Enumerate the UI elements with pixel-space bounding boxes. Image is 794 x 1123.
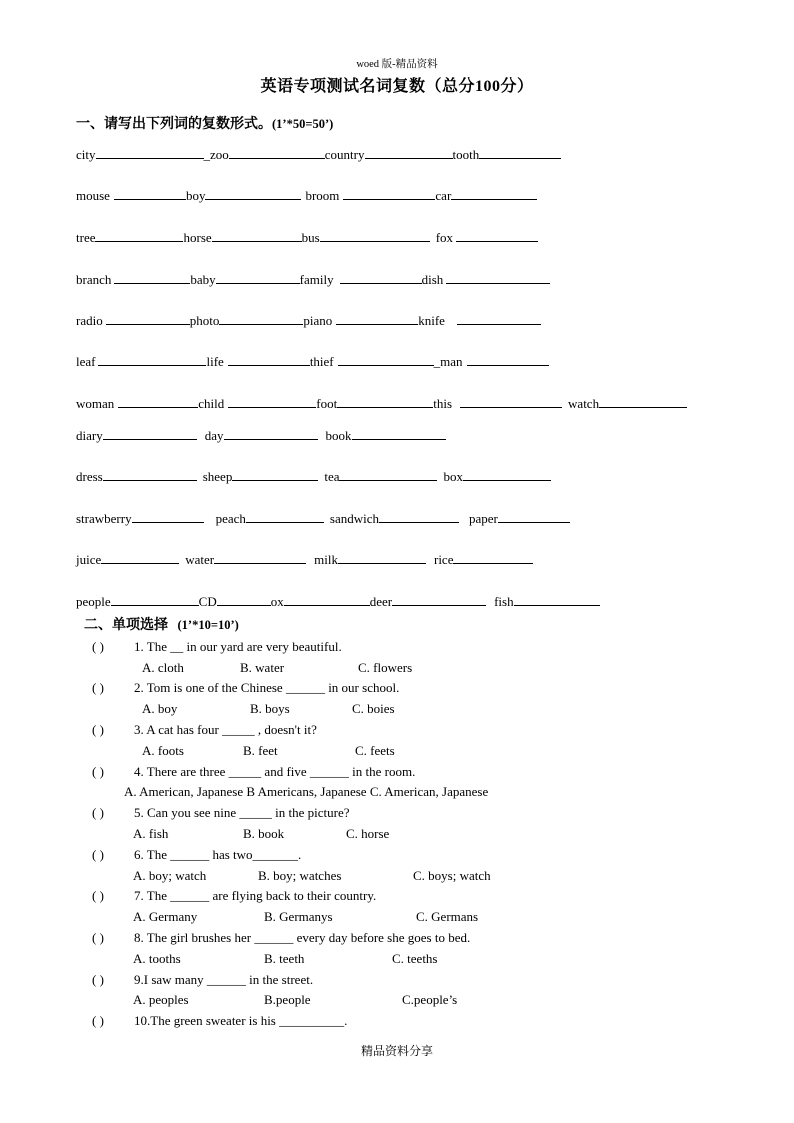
answer-blank[interactable]: [205, 186, 301, 200]
answer-blank[interactable]: [479, 145, 561, 159]
word: tree: [76, 230, 96, 245]
word-row-5: [76, 311, 541, 329]
answer-blank[interactable]: [111, 592, 199, 606]
answer-blank[interactable]: [340, 270, 422, 284]
question-8: 8. The girl brushes her ______ every day before she goes to bed.: [134, 930, 471, 945]
word: diary: [76, 428, 103, 443]
options-line: A. American, Japanese B Americans, Japanese C. American, Japanese: [124, 784, 489, 799]
question-6: 6. The ______ has two_______.: [134, 847, 302, 862]
section2-heading: [84, 614, 239, 634]
answer-blank[interactable]: [599, 394, 687, 408]
option-c: C. boies: [352, 701, 395, 716]
answer-paren[interactable]: ( ): [92, 805, 104, 820]
word: bus: [301, 230, 320, 245]
word: life: [206, 354, 224, 369]
answer-paren[interactable]: ( ): [92, 972, 104, 987]
answer-blank[interactable]: [343, 186, 435, 200]
option-b: B. Germanys: [264, 909, 333, 924]
question-2: 2. Tom is one of the Chinese ______ in our school.: [134, 680, 400, 695]
word: rice: [433, 552, 454, 567]
word-row-12: [76, 592, 600, 610]
page-title: 英语专项测试名词复数（总分100分）: [260, 78, 534, 95]
word-row-11: [76, 550, 533, 568]
word: milk: [314, 552, 338, 567]
option-b: B. book: [243, 826, 285, 841]
option-a: A. fish: [133, 826, 169, 841]
word-row-7: [76, 394, 687, 412]
answer-blank[interactable]: [365, 145, 453, 159]
word: radio: [76, 313, 103, 328]
word: book: [325, 428, 352, 443]
word: leaf: [76, 354, 96, 369]
word: water: [185, 552, 215, 567]
answer-blank[interactable]: [451, 186, 537, 200]
answer-blank[interactable]: [212, 228, 302, 242]
option-a: A. boy: [142, 701, 178, 716]
question-3: 3. A cat has four _____ , doesn't it?: [134, 722, 317, 737]
word: car: [435, 188, 452, 203]
answer-paren[interactable]: ( ): [92, 764, 104, 779]
option-c: C. Germans: [416, 909, 479, 924]
answer-blank[interactable]: [229, 145, 325, 159]
word: sandwich: [329, 511, 380, 526]
answer-blank[interactable]: [338, 352, 434, 366]
answer-blank[interactable]: [336, 311, 418, 325]
word: city: [76, 147, 96, 162]
answer-blank[interactable]: [114, 270, 190, 284]
answer-blank[interactable]: [498, 509, 570, 523]
option-c: C. flowers: [358, 660, 413, 675]
answer-paren[interactable]: ( ): [92, 930, 104, 945]
word: branch: [76, 272, 112, 287]
word: dish: [421, 272, 444, 287]
word: day: [204, 428, 224, 443]
section2-label: 二、单项选择: [84, 618, 168, 633]
option-b: B. feet: [243, 743, 278, 758]
answer-blank[interactable]: [103, 426, 197, 440]
option-c: C. boys; watch: [413, 868, 491, 883]
word: people: [76, 594, 111, 609]
option-a: A. cloth: [142, 660, 184, 675]
answer-blank[interactable]: [224, 426, 318, 440]
word: mouse: [76, 188, 110, 203]
answer-blank[interactable]: [284, 592, 370, 606]
answer-paren[interactable]: ( ): [92, 639, 104, 654]
section2-points: (1’*10=10’): [177, 618, 239, 632]
question-7: 7. The ______ are flying back to their country.: [134, 888, 377, 903]
word: horse: [183, 230, 212, 245]
answer-blank[interactable]: [219, 311, 303, 325]
answer-blank[interactable]: [118, 394, 198, 408]
option-a: A. foots: [142, 743, 184, 758]
answer-blank[interactable]: [467, 352, 549, 366]
word: country: [324, 147, 365, 162]
question-1: 1. The __ in our yard are very beautiful.: [134, 639, 342, 654]
word: dress: [76, 469, 103, 484]
answer-blank[interactable]: [337, 394, 433, 408]
answer-blank[interactable]: [214, 550, 306, 564]
word-row-4: [76, 270, 550, 288]
option-b: B. teeth: [264, 951, 305, 966]
word: peach: [215, 511, 246, 526]
word: strawberry: [76, 511, 132, 526]
answer-blank[interactable]: [514, 592, 600, 606]
answer-blank[interactable]: [320, 228, 430, 242]
answer-blank[interactable]: [379, 509, 459, 523]
answer-blank[interactable]: [96, 145, 204, 159]
word-row-9: [76, 467, 551, 485]
answer-blank[interactable]: [352, 426, 446, 440]
word: photo: [189, 313, 220, 328]
word: tea: [324, 469, 340, 484]
word: paper: [469, 511, 498, 526]
answer-blank[interactable]: [216, 270, 300, 284]
answer-paren[interactable]: ( ): [92, 847, 104, 862]
word-row-8: [76, 426, 446, 444]
answer-paren[interactable]: ( ): [92, 680, 104, 695]
answer-blank[interactable]: [232, 467, 318, 481]
word: foot: [316, 396, 338, 411]
answer-blank[interactable]: [98, 352, 206, 366]
word-row-2: [76, 186, 537, 204]
option-a: A. tooths: [133, 951, 181, 966]
answer-blank[interactable]: [114, 186, 186, 200]
word: broom: [305, 188, 340, 203]
answer-blank[interactable]: [338, 550, 426, 564]
answer-blank[interactable]: [392, 592, 486, 606]
word: sheep: [202, 469, 233, 484]
option-b: B. boy; watches: [258, 868, 342, 883]
option-c: C. feets: [355, 743, 395, 758]
answer-blank[interactable]: [132, 509, 204, 523]
word: tooth: [452, 147, 480, 162]
footer: 精品资料分享: [360, 1044, 433, 1058]
answer-blank[interactable]: [101, 550, 179, 564]
answer-blank[interactable]: [95, 228, 183, 242]
word: box: [443, 469, 463, 484]
word: deer: [369, 594, 393, 609]
option-a: A. Germany: [133, 909, 198, 924]
answer-blank[interactable]: [463, 467, 551, 481]
section1-heading: [76, 113, 333, 133]
answer-blank[interactable]: [103, 467, 197, 481]
option-c: C.people’s: [402, 992, 458, 1007]
section1-points: (1’*50=50’): [272, 117, 334, 131]
word: ox: [270, 594, 284, 609]
word: watch: [568, 396, 600, 411]
option-c: C. horse: [346, 826, 390, 841]
answer-blank[interactable]: [217, 592, 271, 606]
question-5: 5. Can you see nine _____ in the picture?: [134, 805, 350, 820]
word: knife: [418, 313, 445, 328]
option-a: A. peoples: [133, 992, 189, 1007]
answer-blank[interactable]: [460, 394, 562, 408]
word: fox: [435, 230, 454, 245]
answer-blank[interactable]: [453, 550, 533, 564]
section1-label: 一、请写出下列词的复数形式。: [76, 117, 272, 132]
answer-paren[interactable]: ( ): [92, 1013, 104, 1028]
word: thief: [309, 354, 334, 369]
word-row-6: [76, 352, 549, 370]
word-row-3: [76, 228, 538, 246]
question-10: 10.The green sweater is his __________.: [134, 1013, 348, 1028]
option-b: B.people: [264, 992, 311, 1007]
question-4: 4. There are three _____ and five ______ in the room.: [134, 764, 416, 779]
option-a: A. boy; watch: [133, 868, 207, 883]
word: fish: [494, 594, 514, 609]
answer-paren[interactable]: ( ): [92, 722, 104, 737]
option-b: B. water: [240, 660, 285, 675]
question-9: 9.I saw many ______ in the street.: [134, 972, 314, 987]
word: child: [198, 396, 225, 411]
word-row-10: [76, 509, 570, 527]
header-note: woed 版-精品资料: [356, 59, 438, 70]
word: juice: [76, 552, 102, 567]
word: baby: [190, 272, 216, 287]
answer-blank[interactable]: [246, 509, 324, 523]
answer-blank[interactable]: [456, 228, 538, 242]
word: this: [433, 396, 453, 411]
answer-blank[interactable]: [339, 467, 437, 481]
option-b: B. boys: [250, 701, 290, 716]
word: family: [299, 272, 334, 287]
answer-blank[interactable]: [106, 311, 190, 325]
answer-blank[interactable]: [228, 394, 316, 408]
word: CD: [198, 594, 217, 609]
word: _man: [433, 354, 463, 369]
option-c: C. teeths: [392, 951, 438, 966]
word: piano: [303, 313, 333, 328]
word-row-1: [76, 145, 561, 163]
word: boy: [185, 188, 206, 203]
word: woman: [76, 396, 115, 411]
answer-blank[interactable]: [228, 352, 310, 366]
word: _zoo: [203, 147, 229, 162]
answer-blank[interactable]: [446, 270, 550, 284]
answer-blank[interactable]: [457, 311, 541, 325]
answer-paren[interactable]: ( ): [92, 888, 104, 903]
